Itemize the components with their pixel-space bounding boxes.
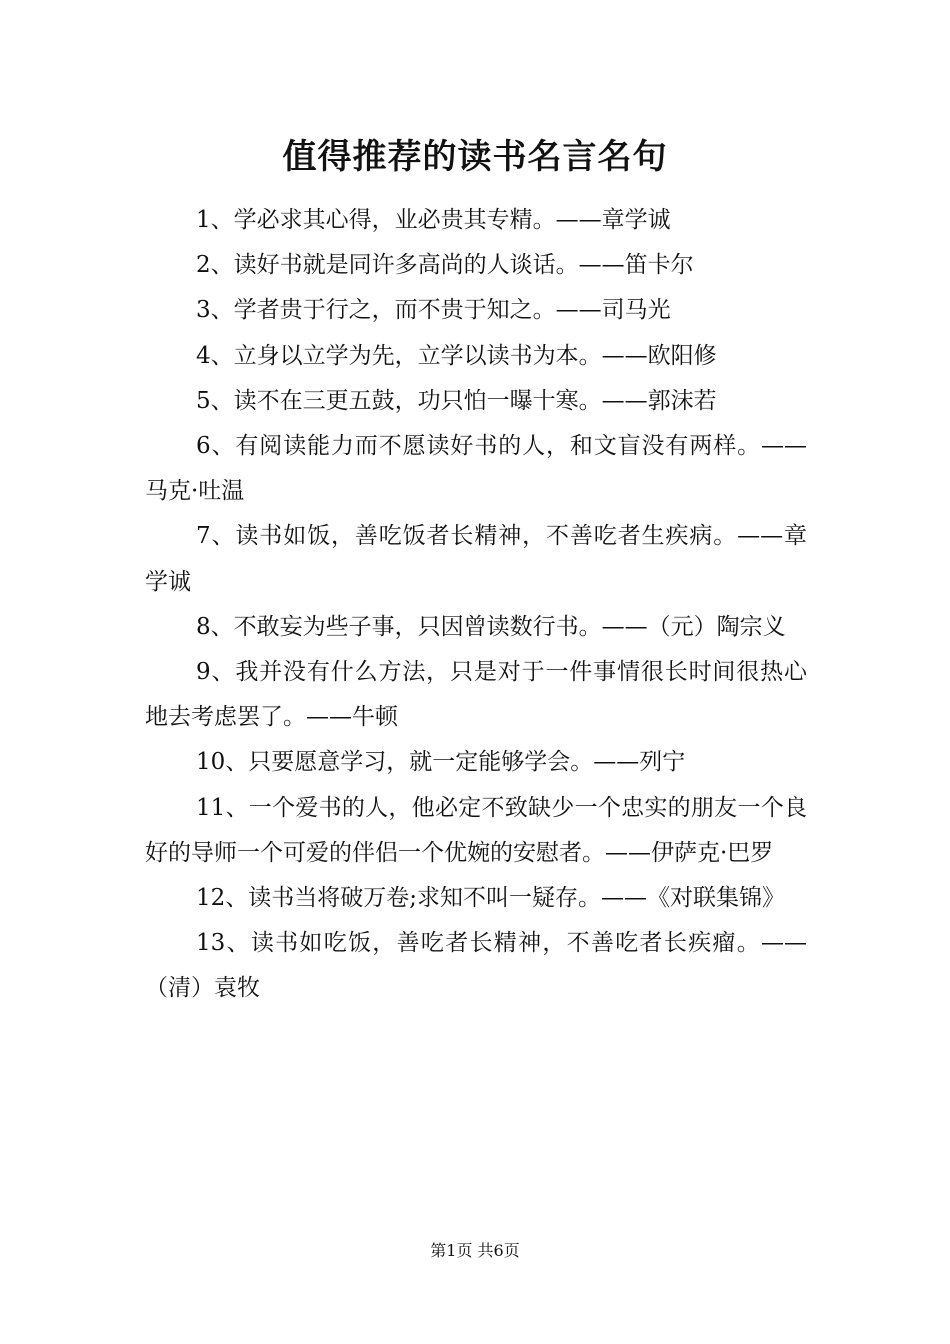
page-footer: 第1页 共6页 [430, 1241, 520, 1260]
quote-paragraph: 2、读好书就是同许多高尚的人谈话。——笛卡尔 [196, 252, 694, 279]
document-title: 值得推荐的读书名言名句 [282, 137, 668, 177]
quote-paragraph: 11、一个爱书的人，他必定不致缺少一个忠实的朋友一个良好的导师一个可爱的伴侣一个优婉的安慰者。——伊萨克·巴罗 [145, 794, 807, 866]
quote-paragraph: 9、我并没有什么方法，只是对于一件事情很长时间很热心地去考虑罢了。——牛顿 [145, 659, 807, 731]
quote-paragraph: 3、学者贵于行之，而不贵于知之。——司马光 [196, 297, 671, 324]
quote-paragraph: 5、读不在三更五鼓，功只怕一曝十寒。——郭沫若 [196, 387, 717, 414]
quote-paragraph: 6、有阅读能力而不愿读好书的人，和文盲没有两样。——马克·吐温 [145, 433, 807, 505]
quote-paragraph: 1、学必求其心得，业必贵其专精。——章学诚 [196, 207, 671, 233]
quote-paragraph: 7、读书如饭，善吃饭者长精神，不善吃者生疾病。——章学诚 [145, 523, 807, 595]
quote-list [145, 198, 807, 1012]
quote-paragraph: 4、立身以立学为先，立学以读书为本。——欧阳修 [196, 342, 717, 369]
quote-paragraph: 10、只要愿意学习，就一定能够学会。——列宁 [196, 749, 686, 776]
quote-paragraph: 8、不敢妄为些子事，只因曾读数行书。——（元）陶宗义 [196, 613, 786, 640]
quote-paragraph: 13、读书如吃饭，善吃者长精神，不善吃者长疾瘤。——（清）袁牧 [145, 930, 807, 1002]
quote-paragraph: 12、读书当将破万卷;求知不叫一疑存。——《对联集锦》 [196, 885, 786, 912]
